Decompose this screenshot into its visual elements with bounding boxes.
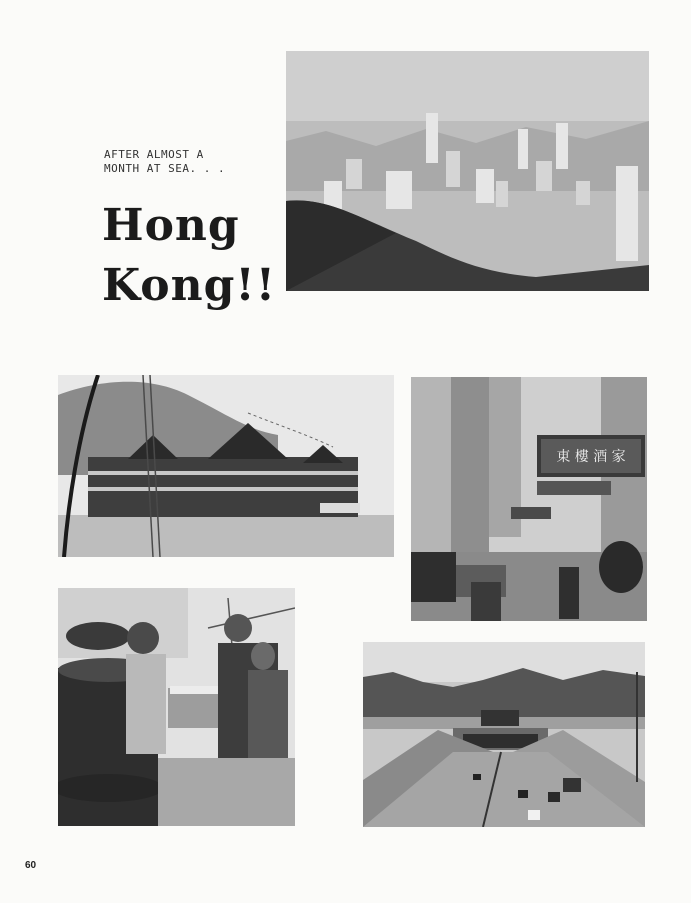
page-number: 60 (25, 860, 37, 871)
shop-sign-text: 東 樓 酒 家 (556, 449, 626, 465)
headline (102, 196, 276, 316)
headline-line-1: Hong (102, 200, 240, 251)
photo-mahjong-deck (58, 588, 295, 826)
photo-floating-restaurant (58, 375, 394, 557)
photo-highway-tunnel (363, 642, 645, 827)
photo-skyline (286, 51, 649, 291)
intro-text: AFTER ALMOST A MONTH AT SEA. . . (104, 148, 226, 175)
headline-line-2: Kong!! (102, 260, 277, 311)
photo-street-signs (411, 377, 647, 621)
